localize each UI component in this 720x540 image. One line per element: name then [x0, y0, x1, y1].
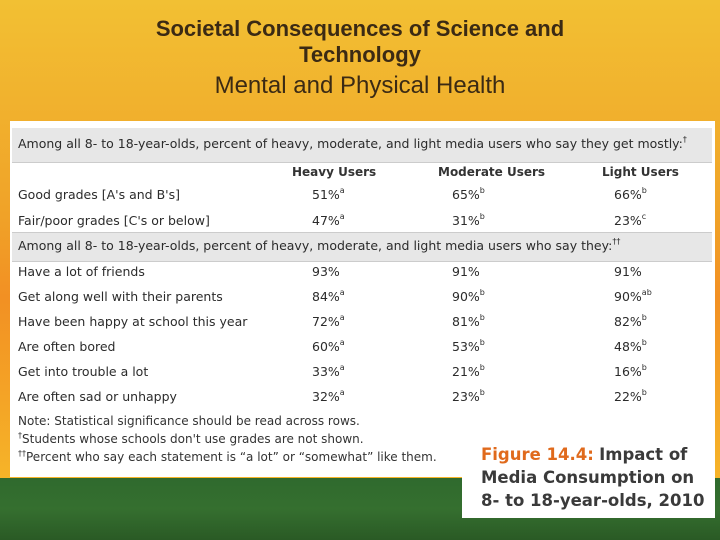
section1-heading [18, 136, 687, 151]
note-line-1: Note: Statistical significance should be read across rows. [18, 414, 360, 428]
significance-superscript: b [641, 388, 647, 397]
cell-value: 23% [452, 389, 480, 404]
cell-value: 91% [614, 264, 642, 279]
col-moderate-users: Moderate Users [438, 165, 546, 179]
section1-row-value [452, 213, 485, 228]
section2-row-value [452, 289, 485, 304]
cell-value: 48% [614, 339, 642, 354]
slide-title-main [100, 16, 620, 68]
significance-superscript: b [479, 288, 485, 297]
cell-value: 91% [452, 264, 480, 279]
significance-superscript: b [479, 212, 485, 221]
col-heavy-users: Heavy Users [292, 165, 377, 179]
significance-superscript: b [641, 363, 647, 372]
cell-value: 84% [312, 289, 340, 304]
significance-superscript: b [641, 186, 647, 195]
section1-row-value [614, 187, 647, 202]
note-line-2 [18, 432, 364, 446]
cell-value: 65% [452, 187, 480, 202]
section2-row-value [614, 289, 652, 304]
section2-row-value [614, 364, 647, 379]
section2-row-label: Get along well with their parents [18, 289, 223, 304]
significance-superscript: a [339, 338, 345, 347]
section2-row-label: Get into trouble a lot [18, 364, 149, 379]
section2-row-value [452, 264, 480, 279]
cell-value: 66% [614, 187, 642, 202]
section2-row-value [312, 314, 345, 329]
cell-value: 47% [312, 213, 340, 228]
section2-row-value [452, 314, 485, 329]
section2-row-label: Are often sad or unhappy [18, 389, 177, 404]
section1-row-value [614, 213, 646, 228]
note-3-text: Percent who say each statement is “a lot” or “somewhat” like them. [26, 450, 437, 464]
significance-superscript: ab [641, 288, 652, 297]
section2-row-label: Have been happy at school this year [18, 314, 248, 329]
cell-value: 16% [614, 364, 642, 379]
significance-superscript: a [339, 313, 345, 322]
slide-subtitle: Mental and Physical Health [214, 72, 506, 99]
figure-title-part1: Impact of [599, 445, 688, 464]
section1-row-value [452, 187, 485, 202]
cell-value: 82% [614, 314, 642, 329]
cell-value: 60% [312, 339, 340, 354]
cell-value: 32% [312, 389, 340, 404]
note-3-mark: †† [18, 449, 26, 458]
section1-row-value [312, 213, 345, 228]
section2-row-value [614, 314, 647, 329]
cell-value: 23% [614, 213, 642, 228]
cell-value: 33% [312, 364, 340, 379]
section2-mark: †† [612, 237, 621, 246]
significance-superscript: c [641, 212, 647, 221]
note-line-3 [18, 450, 437, 464]
section2-row-value [312, 364, 345, 379]
cell-value: 22% [614, 389, 642, 404]
col-light-users: Light Users [602, 165, 679, 179]
section2-row-value [312, 339, 345, 354]
cell-value: 53% [452, 339, 480, 354]
significance-superscript: a [339, 363, 345, 372]
figure-caption [481, 443, 715, 512]
section2-row-label: Have a lot of friends [18, 264, 145, 279]
significance-superscript: b [479, 313, 485, 322]
note-2-mark: † [18, 431, 22, 440]
cell-value: 90% [614, 289, 642, 304]
figure-title-line2: Media Consumption on [481, 468, 695, 487]
section2-row-value [452, 364, 485, 379]
cell-value: 72% [312, 314, 340, 329]
significance-superscript: b [479, 186, 485, 195]
title-line-1: Societal Consequences of Science and [155, 16, 565, 41]
cell-value: 90% [452, 289, 480, 304]
cell-value: 81% [452, 314, 480, 329]
section1-row-value [312, 187, 345, 202]
section2-row-value [312, 289, 345, 304]
section1-mark: † [682, 135, 687, 144]
significance-superscript: a [339, 388, 345, 397]
section1-row-label: Fair/poor grades [C's or below] [18, 213, 210, 228]
section2-row-value [312, 389, 345, 404]
cell-value: 51% [312, 187, 340, 202]
figure-label: Figure 14.4: [481, 445, 594, 464]
cell-value: 93% [312, 264, 340, 279]
significance-superscript: a [339, 212, 345, 221]
cell-value: 21% [452, 364, 480, 379]
section2-row-value [312, 264, 340, 279]
significance-superscript: b [641, 313, 647, 322]
significance-superscript: a [339, 186, 345, 195]
cell-value: 31% [452, 213, 480, 228]
section2-row-value [614, 264, 642, 279]
section1-heading-text: Among all 8- to 18-year-olds, percent of heavy, moderate, and light media users who say they get mostly: [18, 136, 683, 151]
note-2-text: Students whose schools don't use grades are not shown. [22, 432, 364, 446]
section2-row-value [614, 339, 647, 354]
section2-row-value [614, 389, 647, 404]
significance-superscript: b [479, 388, 485, 397]
figure-title-line3: 8- to 18-year-olds, 2010 [481, 491, 705, 510]
section2-heading-text: Among all 8- to 18-year-olds, percent of heavy, moderate, and light media users who say they: [18, 238, 613, 253]
title-line-2: Technology [299, 42, 421, 67]
significance-superscript: a [339, 288, 345, 297]
section2-row-value [452, 389, 485, 404]
significance-superscript: b [479, 363, 485, 372]
section2-heading [18, 238, 620, 253]
significance-superscript: b [641, 338, 647, 347]
section2-row-label: Are often bored [18, 339, 116, 354]
section2-row-value [452, 339, 485, 354]
significance-superscript: b [479, 338, 485, 347]
slide-title [0, 16, 720, 100]
section1-row-label: Good grades [A's and B's] [18, 187, 180, 202]
